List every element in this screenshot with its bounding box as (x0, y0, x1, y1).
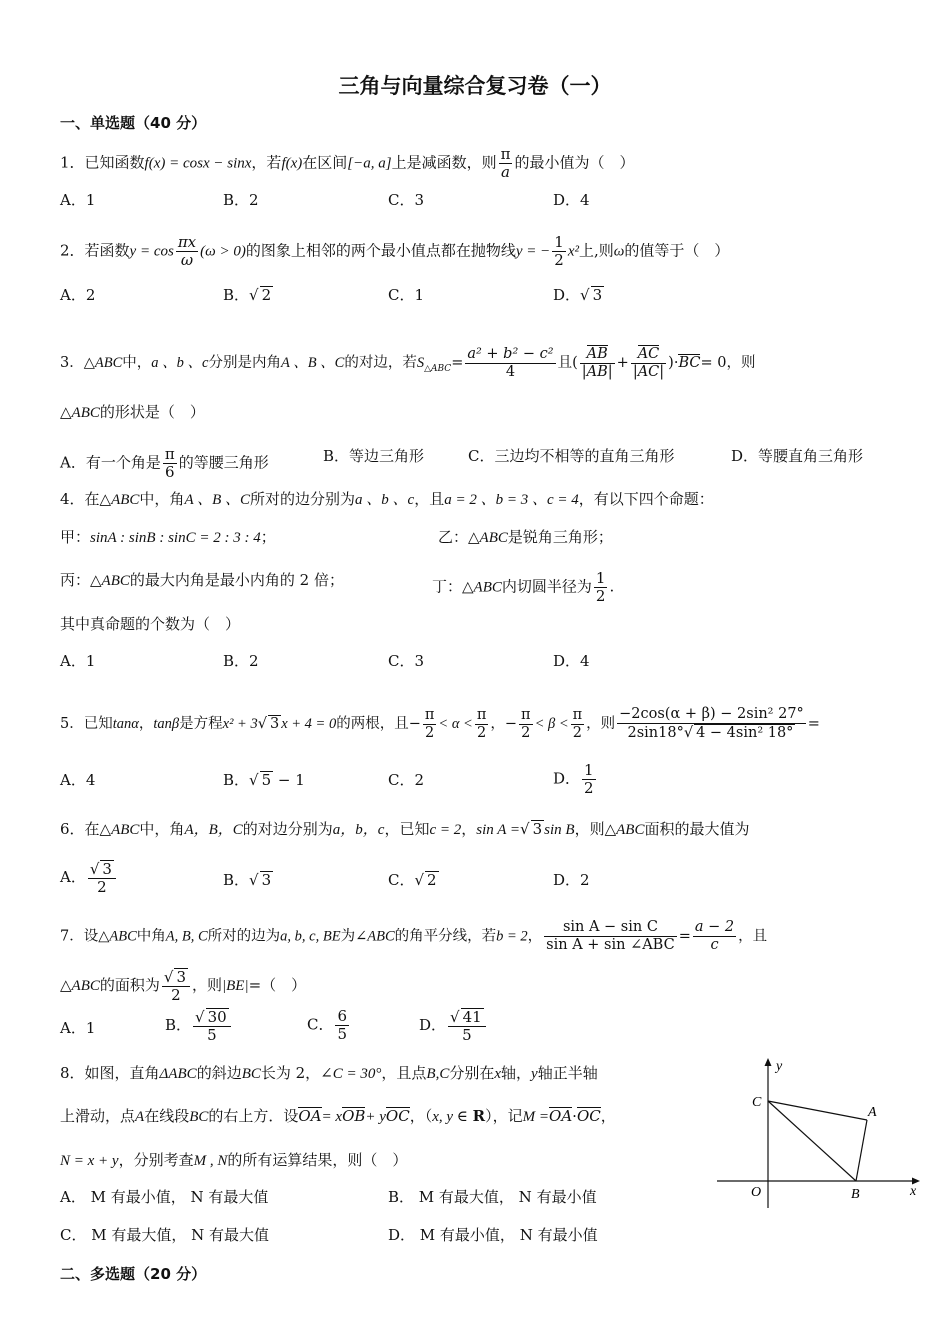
q3-option-a-fraction: $\frac{\pi}{6}$ (164, 445, 175, 481)
label-x: x (910, 1184, 917, 1199)
q5-option-c: C．2 (388, 771, 425, 789)
q4-option-b: B．2 (223, 652, 259, 670)
page-title: 三角与向量综合复习卷（一） (338, 74, 612, 98)
q8-stem-line2: 上滑动，点A在线段BC的右上方．设OA= xOB+ yOC，（x, y ∈ R），记M =OA·OC， (60, 1107, 616, 1125)
q7-stem: 7．设△ABC中角A, B, C所对的边为a, b, c, BE为∠ABC的角平分线，若b = 2， $\frac{\text{sin A − sin C}}{\text{sin A + sin ∠ABC}}$ = $\frac{a - 2}{c}$ ，且 (60, 919, 768, 953)
q6-stem: 6．在△ABC中，角A，B，C的对边分别为a，b，c，已知c = 2，sin A =√ 3 sin B，则△ABC面积的最大值为 (60, 820, 750, 838)
q7-option-c-fraction: $\frac{6}{5}$ (337, 1007, 348, 1043)
q7-option-d-fraction: $\frac{√ 41}{5}$ (448, 1008, 486, 1044)
q2-parabola-fraction: $\frac{1}{2}$ (554, 233, 564, 269)
q3-unit-vector-ac: $\frac{AC}{|AC|}$ (632, 346, 665, 380)
q7-side-fraction: $\frac{a - 2}{c}$ (694, 919, 735, 953)
section-single-choice: 一、单选题（40 分） (60, 114, 207, 132)
q7-option-d: D． $\frac{√ 41}{5}$ (419, 1008, 488, 1044)
q2-option-d: D．√ 3 (553, 286, 603, 304)
q6-option-b: B．√ 3 (223, 871, 272, 889)
q4-option-d: D．4 (553, 652, 590, 670)
q3-option-a: A．有一个角是 $\frac{\pi}{6}$ 的等腰三角形 (60, 445, 269, 481)
q4-radius-fraction: $\frac{1}{2}$ (595, 569, 606, 605)
q2-fraction: $\frac{\pi x}{\omega}$ (177, 233, 197, 269)
q4-proposition-yi: 乙：△ABC是锐角三角形； (438, 528, 613, 546)
q5-option-d-fraction: $\frac{1}{2}$ (584, 761, 594, 797)
q8-option-d: D． M 有最小值， N 有最小值 (388, 1226, 598, 1244)
q5-option-b: B．√ 5 − 1 (223, 771, 305, 789)
label-o: O (751, 1185, 762, 1200)
q4-question: 其中真命题的个数为（ ） (60, 615, 241, 633)
label-y: y (776, 1059, 783, 1074)
q7-option-a: A．1 (60, 1019, 96, 1037)
q2-stem: 2．若函数y = cos $\frac{\pi x}{\omega}$ (ω > 0)的图象上相邻的两个最小值点都在抛物线y = − $\frac{1}{2}$ x²上,则ω的值等于（ ） (60, 233, 730, 269)
q3-option-b: B．等边三角形 (323, 447, 425, 465)
q4-option-a: A．1 (60, 652, 96, 670)
q7-stem-line2: △ABC的面积为 $\frac{√ 3}{2}$ ，则|BE|=（ ） (60, 968, 307, 1004)
q8-option-a: A． M 有最小值， N 有最大值 (60, 1188, 269, 1206)
q4-option-c: C．3 (388, 652, 425, 670)
y-axis-arrow-icon (765, 1058, 772, 1066)
q5-stem: 5．已知tanα，tanβ是方程x² + 3√ 3 x + 4 = 0的两根，且− $\frac{\pi}{2}$ < α < $\frac{\pi}{2}$ ，− $\frac{\pi}{2}$ < β < $\frac{\pi}{2}$ ，则 $\frac{\text{−2cos(α + β) − 2sin² 27°}}{\text{2sin18°√ 4 − 4sin² 18°}}$ = (60, 706, 820, 741)
q4-proposition-jia: 甲：sinA : sinB : sinC = 2 : 3 : 4； (60, 528, 276, 546)
q7-option-b-fraction: $\frac{√ 30}{5}$ (193, 1008, 231, 1044)
q4-stem: 4．在△ABC中，角A 、B 、C所对的边分别为a 、b 、c，且a = 2 、b = 3 、c = 4，有以下四个命题： (60, 490, 714, 508)
q2-option-c: C．1 (388, 286, 425, 304)
q1-option-b: B．2 (223, 191, 259, 209)
q5-option-a: A．4 (60, 771, 96, 789)
label-b: B (851, 1187, 860, 1202)
q5-pi-half-2: $\frac{\pi}{2}$ (476, 706, 487, 741)
section-multiple-choice: 二、多选题（20 分） (60, 1265, 207, 1283)
q6-option-a-fraction: $\frac{√ 3}{2}$ (88, 860, 116, 896)
q7-option-c: C． $\frac{6}{5}$ (307, 1007, 348, 1043)
segment-ca (768, 1101, 867, 1120)
segment-cb (768, 1101, 856, 1181)
q1-fraction: $\frac{\pi}{a}$ (500, 145, 511, 181)
segment-ab (856, 1120, 867, 1181)
q8-option-c: C． M 有最大值， N 有最大值 (60, 1226, 270, 1244)
q4-proposition-ding: 丁：△ABC内切圆半径为 $\frac{1}{2}$ . (432, 569, 615, 605)
q8-figure (712, 1050, 927, 1210)
q5-option-d: D． $\frac{1}{2}$ (553, 761, 594, 797)
q3-option-c: C．三边均不相等的直角三角形 (468, 447, 675, 465)
q2-option-b: B．√ 2 (223, 286, 272, 304)
q7-sine-fraction: $\frac{\text{sin A − sin C}}{\text{sin A + sin ∠ABC}}$ (546, 919, 675, 953)
q6-option-d: D．2 (553, 871, 590, 889)
label-a: A (868, 1105, 877, 1120)
q4-proposition-bing: 丙：△ABC的最大内角是最小内角的 2 倍； (60, 571, 344, 589)
label-c: C (752, 1095, 762, 1110)
q6-option-c: C．√ 2 (388, 871, 437, 889)
q1-stem: 1．已知函数f(x) = cosx − sinx，若f(x)在区间[−a, a]上是减函数，则 $\frac{\pi}{a}$ 的最小值为（ ） (60, 145, 635, 181)
q7-area-fraction: $\frac{√ 3}{2}$ (162, 968, 190, 1004)
q5-pi-half-4: $\frac{\pi}{2}$ (572, 706, 583, 741)
q3-option-d: D．等腰直角三角形 (731, 447, 864, 465)
q2-option-a: A．2 (60, 286, 96, 304)
q5-pi-half-3: $\frac{\pi}{2}$ (521, 706, 531, 741)
q1-option-a: A．1 (60, 191, 96, 209)
q8-stem-line3: N = x + y，分别考查M , N的所有运算结果，则（ ） (60, 1151, 408, 1169)
q1-option-c: C．3 (388, 191, 425, 209)
q1-option-d: D．4 (553, 191, 590, 209)
q3-area-fraction: $\frac{\text{a² + b² − c²}}{4}$ (467, 345, 554, 380)
q8-option-b: B． M 有最大值， N 有最小值 (388, 1188, 597, 1206)
q3-stem-line2: △ABC的形状是（ ） (60, 403, 205, 421)
q3-unit-vector-ab: $\frac{AB}{|AB|}$ (581, 346, 613, 380)
q7-option-b: B． $\frac{√ 30}{5}$ (165, 1008, 233, 1044)
q3-stem: 3．△ABC中，a 、b 、c分别是内角A 、B 、C的对边，若$S_{\triangle ABC}=$ $\frac{\text{a² + b² − c²}}{4}$ 且( $\frac{AB}{|AB|}$ + $\frac{AC}{|AC|}$ )·BC= 0，则 (60, 345, 756, 380)
q6-option-a: A． $\frac{√ 3}{2}$ (60, 860, 118, 896)
q5-expression-fraction: $\frac{\text{−2cos(α + β) − 2sin² 27°}}{\text{2sin18°√ 4 − 4sin² 18°}}$ (619, 706, 804, 741)
q8-stem: 8．如图，直角ΔABC的斜边BC长为 2，∠C = 30°，且点B,C分别在x轴，y轴正半轴 (60, 1064, 598, 1082)
q5-pi-half-1: $\frac{\pi}{2}$ (424, 706, 435, 741)
